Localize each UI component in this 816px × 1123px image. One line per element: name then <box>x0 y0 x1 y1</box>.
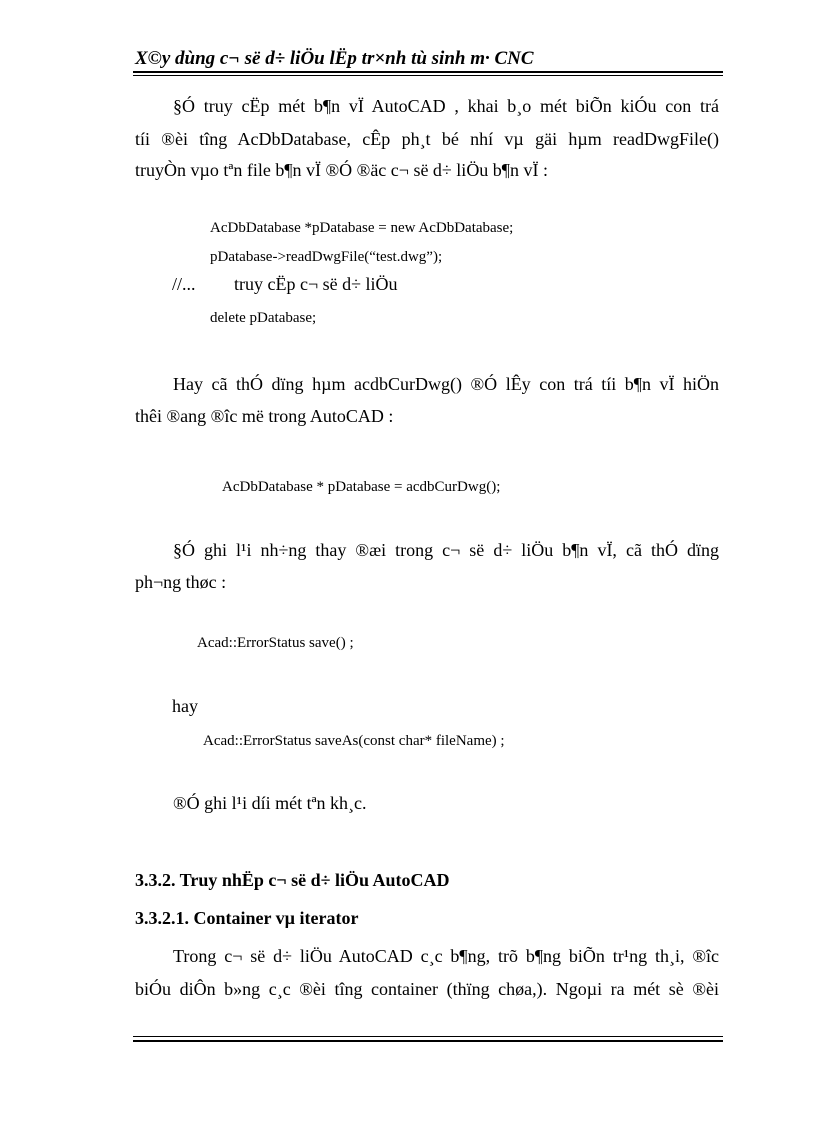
paragraph-4: ®Ó ghi l¹i díi mét tªn kh¸c. <box>173 793 367 813</box>
footer-rule-bottom <box>133 1040 723 1042</box>
header-rule-bottom <box>133 75 723 76</box>
header-rule-top <box>133 71 723 73</box>
paragraph-2-line-1: Hay cã thÓ dïng hµm acdbCurDwg() ®Ó lÊy con trá tíi b¶n vÏ hiÖn <box>173 374 719 394</box>
section-heading-3-3-2: 3.3.2. Truy nhËp c¬ së d÷ liÖu AutoCAD <box>135 870 450 890</box>
code-delete-line: delete pDatabase; <box>210 310 317 326</box>
hay-text: hay <box>172 696 198 716</box>
code-save-line: Acad::ErrorStatus save() ; <box>197 635 354 651</box>
comment-prefix: //... <box>172 274 196 294</box>
paragraph-1-line-3: truyÒn vµo tªn file b¶n vÏ ®Ó ®äc c¬ së d÷ liÖu b¶n vÏ : <box>135 160 548 180</box>
paragraph-3-line-2: ph¬ng thøc : <box>135 572 227 592</box>
paragraph-5-line-1: Trong c¬ së d÷ liÖu AutoCAD c¸c b¶ng, trõ b¶ng biÕn tr¹ng th¸i, ®îc <box>173 946 719 966</box>
section-heading-3-3-2-1: 3.3.2.1. Container vµ iterator <box>135 908 359 928</box>
paragraph-1-line-2: tíi ®èi tîng AcDbDatabase, cÊp ph¸t bé nhí vµ gäi hµm readDwgFile() <box>135 129 719 149</box>
code-line-2: pDatabase->readDwgFile(“test.dwg”); <box>210 249 443 265</box>
paragraph-5-line-2: biÓu diÔn b»ng c¸c ®èi tîng container (thïng chøa,). Ngoµi ra mét sè ®èi <box>135 979 719 999</box>
paragraph-3-line-1: §Ó ghi l¹i nh÷ng thay ®æi trong c¬ së d÷ liÖu b¶n vÏ, cã thÓ dïng <box>173 540 719 560</box>
paragraph-2-line-2: thêi ®ang ®îc më trong AutoCAD : <box>135 406 394 426</box>
code-curdwg-line: AcDbDatabase * pDatabase = acdbCurDwg(); <box>222 479 501 495</box>
code-saveas-line: Acad::ErrorStatus saveAs(const char* fileName) ; <box>203 733 505 749</box>
paragraph-1-line-1: §Ó truy cËp mét b¶n vÏ AutoCAD , khai b¸o mét biÕn kiÓu con trá <box>173 96 719 116</box>
page-header-title: X©y dùng c¬ së d÷ liÖu lËp tr×nh tù sinh m· CNC <box>135 48 534 69</box>
code-line-1: AcDbDatabase *pDatabase = new AcDbDatabase; <box>210 220 514 236</box>
footer-rule-top <box>133 1036 723 1037</box>
comment-text: truy cËp c¬ së d÷ liÖu <box>234 274 398 294</box>
